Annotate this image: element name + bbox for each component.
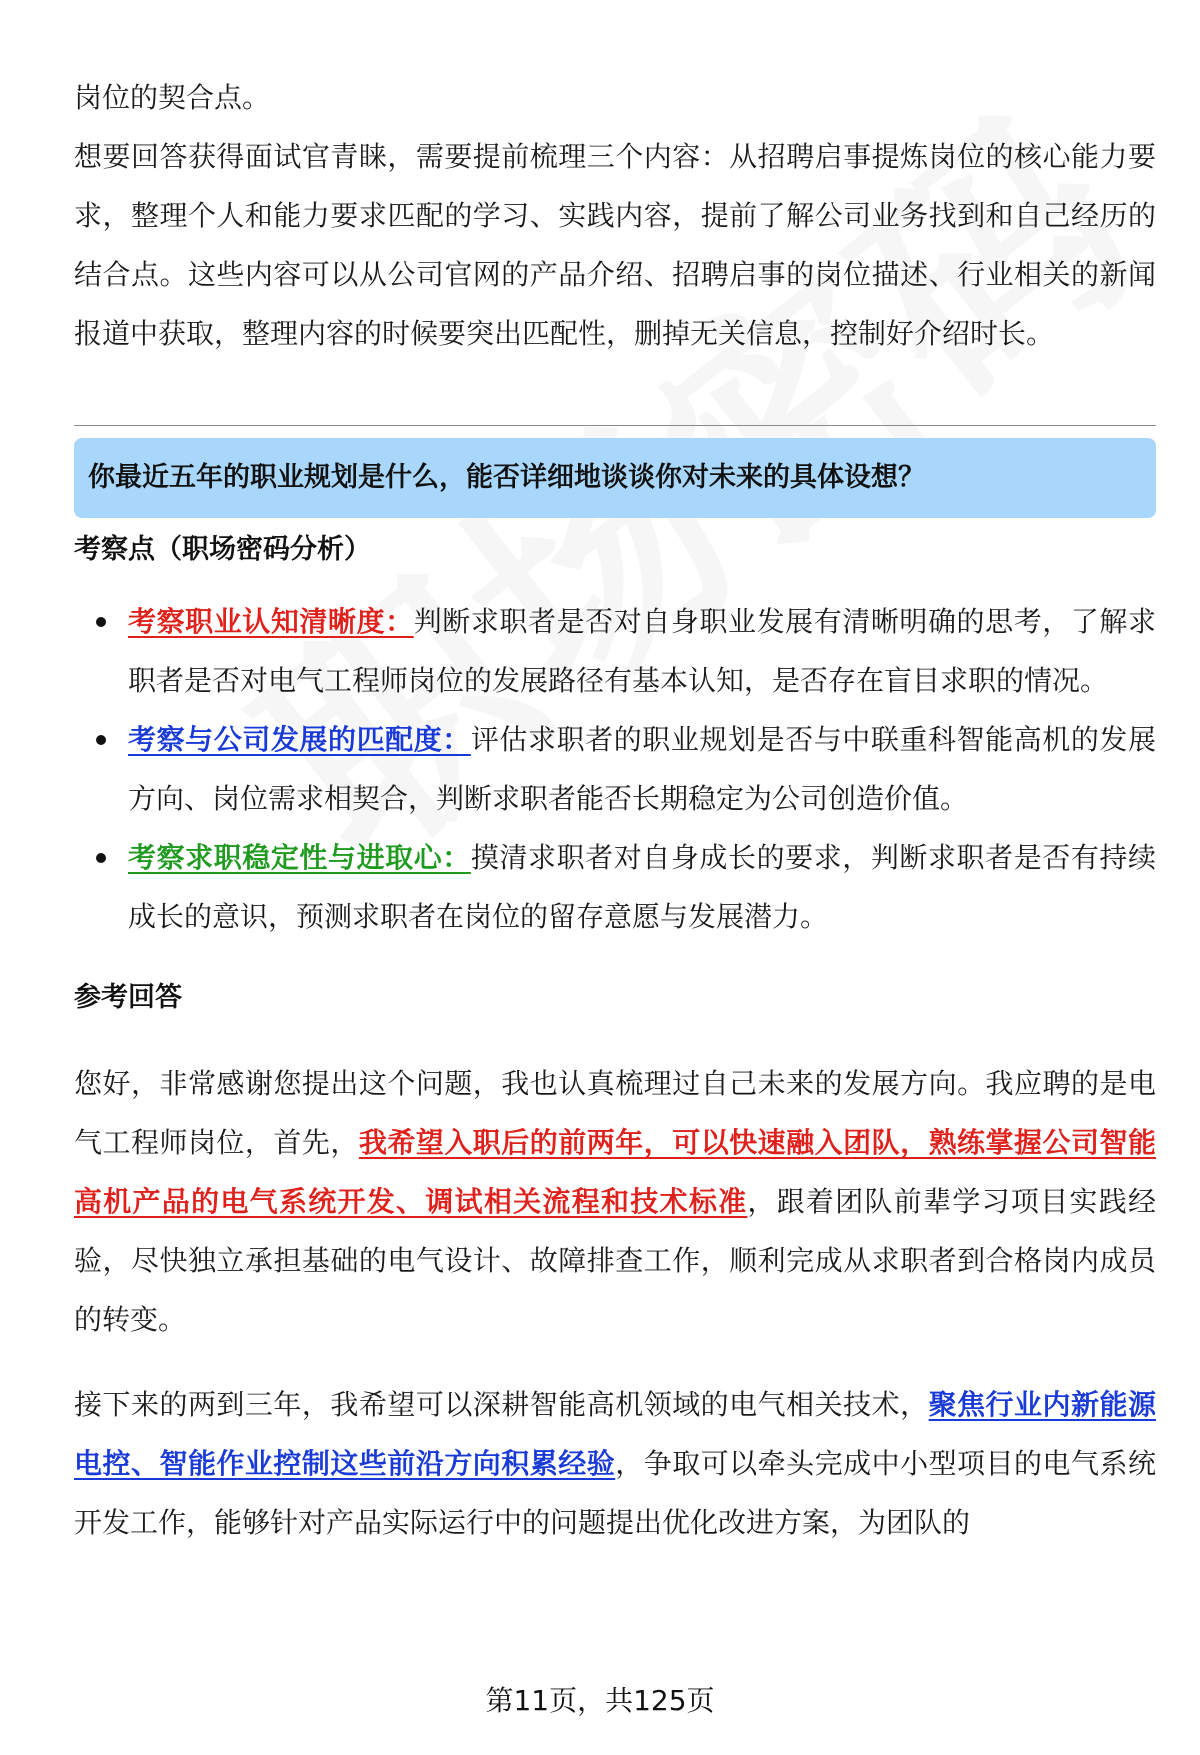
answer-paragraph-1 (74, 1054, 1156, 1349)
answer2-text-before: 接下来的两到三年，我希望可以深耕智能高机领域的电气相关技术， (74, 1388, 929, 1421)
page-number: 第11页，共125页 (485, 1684, 715, 1717)
question-text: 你最近五年的职业规划是什么，能否详细地谈谈你对未来的具体设想？ (88, 462, 925, 493)
analysis-keyword: 考察求职稳定性与进取心： (128, 841, 471, 874)
analysis-keyword: 考察职业认知清晰度： (128, 605, 414, 638)
bullet-dot-icon (96, 853, 106, 863)
reference-title: 参考回答 (74, 982, 182, 1013)
bullet-dot-icon (96, 735, 106, 745)
bullet-dot-icon (96, 617, 106, 627)
document-page (74, 68, 1156, 1552)
analysis-title: 考察点（职场密码分析） (74, 534, 371, 565)
intro-line: 岗位的契合点。 (74, 81, 271, 114)
analysis-list (74, 592, 1156, 946)
analysis-text: 摸清求职者对自身成长的要求，判断求职者是否有持续成长的意识，预测求职者在岗位的留存意愿与发展潜力。 (128, 841, 1156, 933)
answer-paragraph-2 (74, 1375, 1156, 1552)
section-divider (74, 425, 1156, 426)
analysis-item (74, 592, 1156, 710)
answer1-text-before: 您好，非常感谢您提出这个问题，我也认真梳理过自己未来的发展方向。我应聘的是电气工程师岗位，首先， (74, 1067, 1156, 1159)
analysis-keyword: 考察与公司发展的匹配度： (128, 723, 471, 756)
answer1-text-after: ，跟着团队前辈学习项目实践经验，尽快独立承担基础的电气设计、故障排查工作，顺利完成从求职者到合格岗内成员的转变。 (74, 1185, 1156, 1336)
question-box (74, 438, 1156, 518)
answer2-text-after: ，争取可以牵头完成中小型项目的电气系统开发工作，能够针对产品实际运行中的问题提出优化改进方案，为团队的 (74, 1447, 1156, 1539)
analysis-item (74, 710, 1156, 828)
intro-paragraph: 想要回答获得面试官青睐，需要提前梳理三个内容：从招聘启事提炼岗位的核心能力要求，整理个人和能力要求匹配的学习、实践内容，提前了解公司业务找到和自己经历的结合点。这些内容可以从公司官网的产品介绍、招聘启事的岗位描述、行业相关的新闻报道中获取，整理内容的时候要突出匹配性，删掉无关信息，控制好介绍时长。 (74, 140, 1156, 350)
analysis-item (74, 828, 1156, 946)
answer1-highlight: 我希望入职后的前两年，可以快速融入团队，熟练掌握公司智能高机产品的电气系统开发、调试相关流程和技术标准 (74, 1126, 1156, 1218)
answer2-highlight: 聚焦行业内新能源电控、智能作业控制这些前沿方向积累经验 (74, 1388, 1156, 1480)
analysis-text: 评估求职者的职业规划是否与中联重科智能高机的发展方向、岗位需求相契合，判断求职者能否长期稳定为公司创造价值。 (128, 723, 1156, 815)
analysis-text: 判断求职者是否对自身职业发展有清晰明确的思考，了解求职者是否对电气工程师岗位的发展路径有基本认知，是否存在盲目求职的情况。 (128, 605, 1156, 697)
